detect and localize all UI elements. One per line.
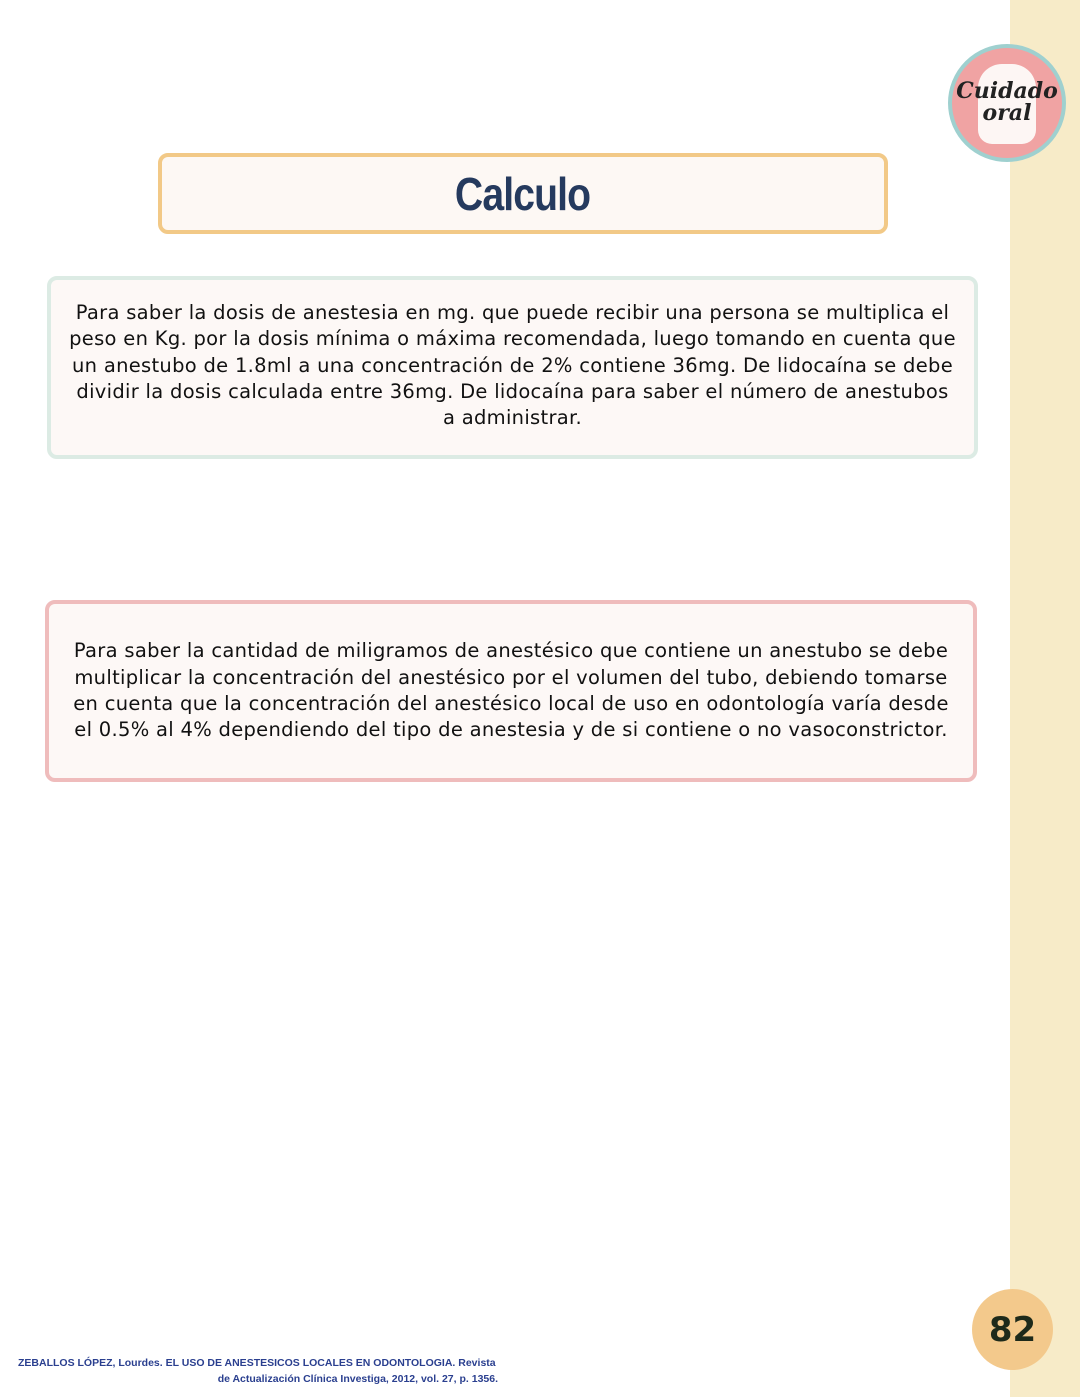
page-number: 82	[972, 1289, 1053, 1370]
dosage-calculation-text: Para saber la dosis de anestesia en mg. que puede recibir una persona se multiplica el peso en Kg. por la dosis mínima o máxima recomendada, luego tomando en cuenta que un anestubo de 1.8ml a una concentración de 2% contiene 36mg. De lidocaína se debe dividir la dosis calculada entre 36mg. De lidocaína para saber el número de anestubos a administrar.	[69, 301, 956, 430]
cuidado-oral-logo	[948, 44, 1066, 162]
reference-footnote	[18, 1355, 498, 1387]
footnote-line1: ZEBALLOS LÓPEZ, Lourdes. EL USO DE ANESTESICOS LOCALES EN ODONTOLOGIA. Revista	[18, 1357, 496, 1369]
logo-text	[952, 80, 1062, 124]
footnote-line2: de Actualización Clínica Investiga, 2012, vol. 27, p. 1356.	[217, 1373, 498, 1385]
title-box	[158, 153, 888, 234]
logo-line2: oral	[982, 100, 1032, 126]
milligrams-calculation-box	[45, 600, 977, 782]
dosage-calculation-box	[47, 276, 978, 459]
milligrams-calculation-text: Para saber la cantidad de miligramos de anestésico que contiene un anestubo se debe multiplicar la concentración del anestésico por el volumen del tubo, debiendo tomarse en cuenta que la concentración del anestésico local de uso en odontología varía desde el 0.5% al 4% dependiendo del tipo de anestesia y de si contiene o no vasoconstrictor.	[73, 639, 949, 742]
logo-line1: Cuidado	[956, 78, 1058, 104]
page-title: Calculo	[455, 167, 591, 220]
side-strip	[1010, 0, 1080, 1397]
